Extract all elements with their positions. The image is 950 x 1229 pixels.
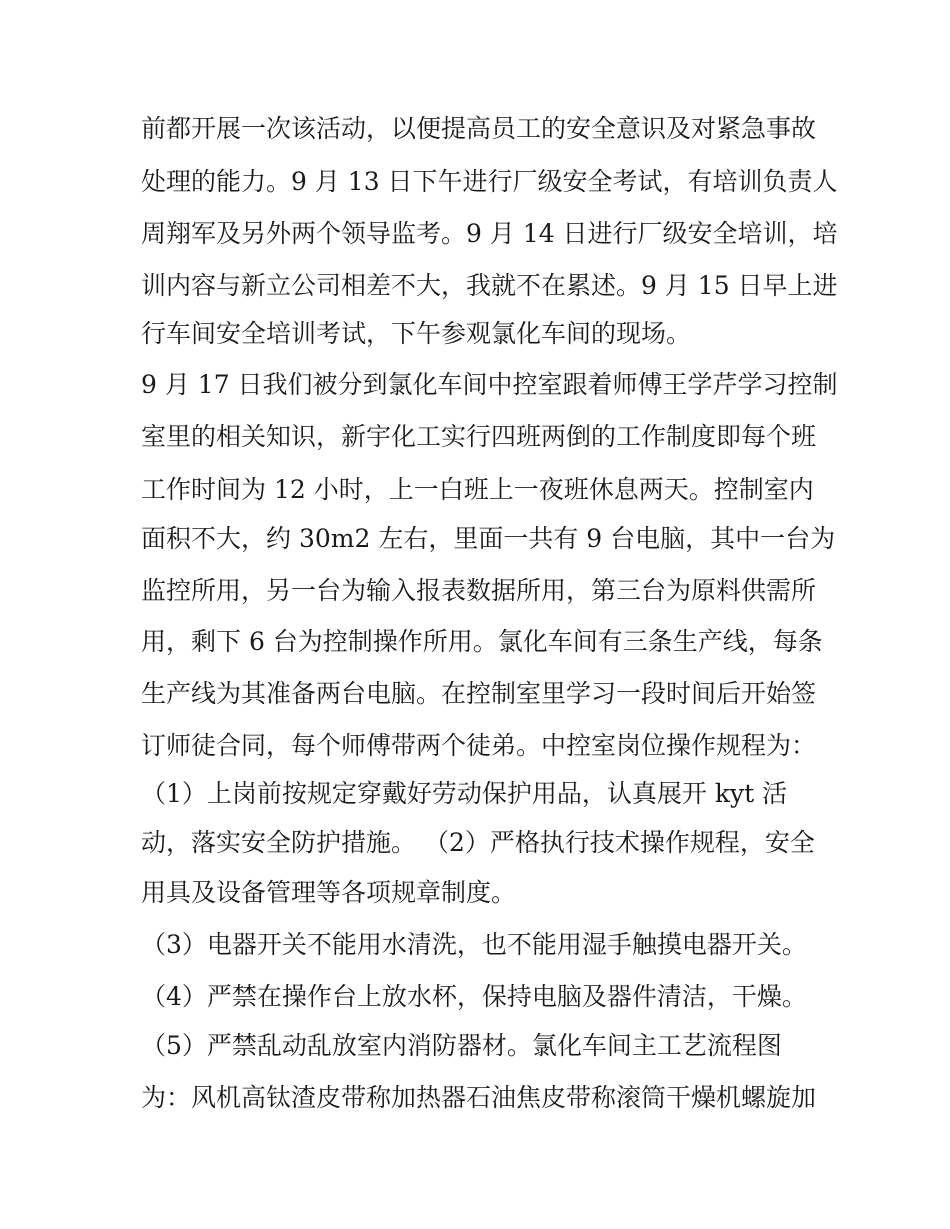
text-line: 行车间安全培训考试，下午参观氯化车间的现场。 bbox=[141, 319, 692, 348]
text-line: 室里的相关知识，新宇化工实行四班两倒的工作制度即每个班 bbox=[141, 422, 817, 451]
text-line: （3）电器开关不能用水清洗，也不能用湿手触摸电器开关。 bbox=[141, 930, 807, 959]
text-line: 动，落实安全防护措施。 （2）严格执行技术操作规程，安全 bbox=[141, 828, 815, 857]
text-line: 监控所用，另一台为输入报表数据所用，第三台为原料供需所 bbox=[141, 576, 817, 605]
text-line: 生产线为其准备两台电脑。在控制室里学习一段时间后开始签 bbox=[141, 679, 817, 708]
text-line: 工作时间为 12 小时，上一白班上一夜班休息两天。控制室内 bbox=[141, 475, 814, 504]
text-line: 前都开展一次该活动，以便提高员工的安全意识及对紧急事故 bbox=[141, 114, 817, 143]
text-line: 用具及设备管理等各项规章制度。 bbox=[141, 878, 517, 907]
text-line: 订师徒合同，每个师傅带两个徒弟。中控室岗位操作规程为： bbox=[141, 731, 817, 760]
text-line: 为：风机高钛渣皮带称加热器石油焦皮带称滚筒干燥机螺旋加 bbox=[141, 1083, 817, 1112]
text-line: 9 月 17 日我们被分到氯化车间中控室跟着师傅王学芹学习控制 bbox=[141, 370, 838, 399]
text-line: （5）严禁乱动乱放室内消防器材。氯化车间主工艺流程图 bbox=[141, 1031, 782, 1060]
text-line: 处理的能力。9 月 13 日下午进行厂级安全考试，有培训负责人 bbox=[141, 167, 838, 196]
text-line: （4）严禁在操作台上放水杯，保持电脑及器件清洁，干燥。 bbox=[141, 982, 807, 1011]
text-line: 周翔军及另外两个领导监考。9 月 14 日进行厂级安全培训，培 bbox=[141, 219, 838, 248]
text-line: 面积不大，约 30m2 左右，里面一共有 9 台电脑，其中一台为 bbox=[141, 524, 836, 553]
text-line: （1）上岗前按规定穿戴好劳动保护用品，认真展开 kyt 活 bbox=[141, 779, 788, 808]
text-line: 训内容与新立公司相差不大，我就不在累述。9 月 15 日早上进 bbox=[141, 271, 838, 300]
text-line: 用，剩下 6 台为控制操作所用。氯化车间有三条生产线，每条 bbox=[141, 627, 823, 656]
